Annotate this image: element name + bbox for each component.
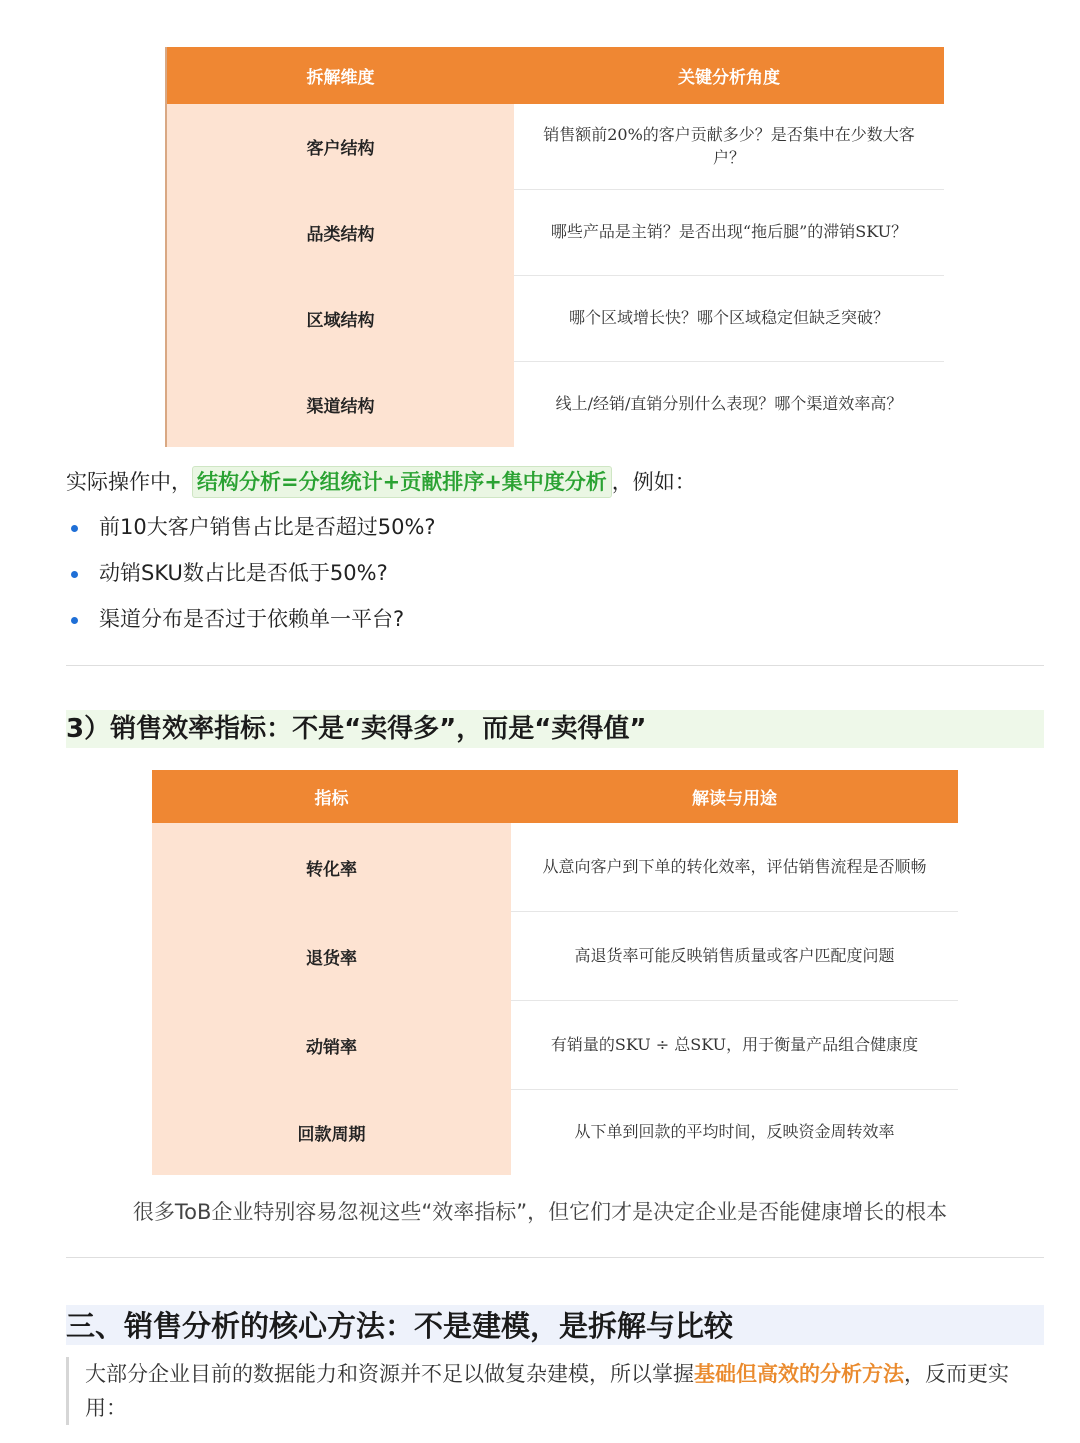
- analysis-cell: 销售额前20%的客户贡献多少？是否集中在少数大客户？: [514, 104, 944, 190]
- blockquote: [66, 1357, 1045, 1425]
- section-divider: [66, 1257, 1044, 1258]
- example-bullet-list: [66, 508, 436, 646]
- dimension-cell: 区域结构: [166, 276, 514, 362]
- analysis-cell: 哪些产品是主销？是否出现“拖后腿”的滞销SKU？: [514, 190, 944, 276]
- table-header-cell: 关键分析角度: [514, 47, 944, 104]
- analysis-cell: 哪个区域增长快？哪个区域稳定但缺乏突破？: [514, 276, 944, 362]
- table-header-row: [166, 47, 944, 104]
- intro-paragraph: [66, 466, 696, 498]
- intro-prefix: 实际操作中，: [66, 470, 192, 494]
- list-item: [66, 554, 436, 600]
- table-header-cell: 指标: [152, 770, 511, 823]
- table-row: [152, 912, 958, 1001]
- structure-table: [165, 47, 944, 447]
- table-row: [152, 1001, 958, 1090]
- dimension-cell: 品类结构: [166, 190, 514, 276]
- table-row: [166, 104, 944, 190]
- highlight-formula: 结构分析=分组统计+贡献排序+集中度分析: [192, 466, 612, 498]
- section-divider: [66, 665, 1044, 666]
- metric-cell: 回款周期: [152, 1090, 511, 1176]
- efficiency-note: 很多ToB企业特别容易忽视这些“效率指标”，但它们才是决定企业是否能健康增长的根本: [132, 1200, 948, 1224]
- table-header-cell: 拆解维度: [166, 47, 514, 104]
- dimension-cell: 客户结构: [166, 104, 514, 190]
- bullet-dot-icon: [71, 571, 78, 578]
- dimension-cell: 渠道结构: [166, 362, 514, 448]
- list-item-text: 渠道分布是否过于依赖单一平台?: [99, 607, 405, 631]
- bullet-dot-icon: [71, 525, 78, 532]
- usage-cell: 高退货率可能反映销售质量或客户匹配度问题: [511, 912, 958, 1001]
- table-row: [152, 1090, 958, 1176]
- table-row: [152, 823, 958, 912]
- bullet-dot-icon: [71, 617, 78, 624]
- metric-cell: 动销率: [152, 1001, 511, 1090]
- list-item-text: 动销SKU数占比是否低于50%?: [99, 561, 388, 585]
- quote-suffix: ，反而更实用：: [85, 1362, 1009, 1420]
- table-row: [166, 362, 944, 448]
- table-row: [166, 190, 944, 276]
- table-header-row: [152, 770, 958, 823]
- chapter-heading: 三、销售分析的核心方法：不是建模，是拆解与比较: [66, 1305, 1044, 1345]
- analysis-cell: 线上/经销/直销分别什么表现？哪个渠道效率高？: [514, 362, 944, 448]
- quote-highlight: 基础但高效的分析方法: [694, 1362, 904, 1386]
- metric-cell: 转化率: [152, 823, 511, 912]
- section-heading: 3）销售效率指标：不是“卖得多”，而是“卖得值”: [66, 710, 1044, 748]
- quote-prefix: 大部分企业目前的数据能力和资源并不足以做复杂建模，所以掌握: [85, 1362, 694, 1386]
- usage-cell: 有销量的SKU ÷ 总SKU，用于衡量产品组合健康度: [511, 1001, 958, 1090]
- usage-cell: 从意向客户到下单的转化效率，评估销售流程是否顺畅: [511, 823, 958, 912]
- table-header-cell: 解读与用途: [511, 770, 958, 823]
- usage-cell: 从下单到回款的平均时间，反映资金周转效率: [511, 1090, 958, 1176]
- list-item: [66, 508, 436, 554]
- table-row: [166, 276, 944, 362]
- efficiency-metrics-table: [152, 770, 958, 1175]
- list-item: [66, 600, 436, 646]
- list-item-text: 前10大客户销售占比是否超过50%?: [99, 515, 436, 539]
- intro-suffix: ，例如：: [611, 470, 696, 494]
- metric-cell: 退货率: [152, 912, 511, 1001]
